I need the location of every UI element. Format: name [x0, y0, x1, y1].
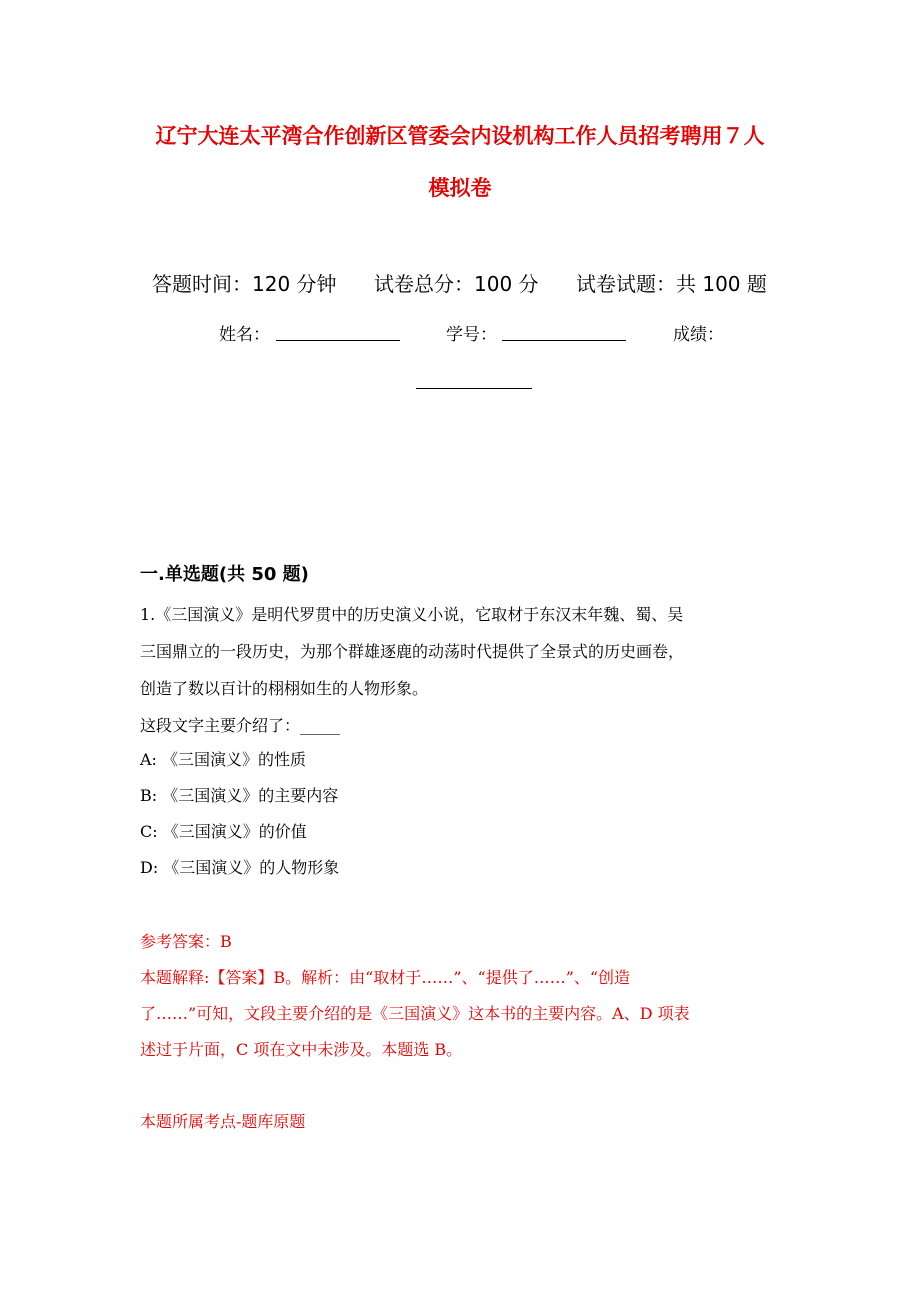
- explanation-line-2: 了……”可知，文段主要介绍的是《三国演义》这本书的主要内容。A、D 项表: [140, 1004, 690, 1023]
- student-id-blank[interactable]: [502, 340, 626, 341]
- name-label: 姓名：: [219, 325, 270, 345]
- question-prompt: 这段文字主要介绍了：_____: [140, 716, 341, 735]
- score-blank[interactable]: [416, 388, 532, 389]
- option-d: D: 《三国演义》的人物形象: [140, 858, 340, 877]
- reference-answer: 参考答案：B: [140, 932, 232, 951]
- option-c: C: 《三国演义》的价值: [140, 822, 307, 841]
- document-title-line-2: 模拟卷: [428, 175, 492, 200]
- question-stem-line-1: 1.《三国演义》是明代罗贯中的历史演义小说，它取材于东汉末年魏、蜀、吴: [140, 605, 684, 624]
- section-heading: 一.单选题(共 50 题): [140, 564, 309, 585]
- option-a: A: 《三国演义》的性质: [140, 750, 307, 769]
- question-stem-line-3: 创造了数以百计的栩栩如生的人物形象。: [140, 679, 429, 698]
- exam-total-score: 试卷总分：100 分: [374, 272, 539, 296]
- explanation-line-1: 本题解释:【答案】B。解析：由“取材于……”、“提供了……”、“创造: [140, 968, 631, 987]
- exam-question-count: 试卷试题：共 100 题: [576, 272, 767, 296]
- name-blank[interactable]: [276, 340, 400, 341]
- student-id-label: 学号：: [446, 325, 497, 345]
- explanation-line-3: 述过于片面，C 项在文中未涉及。本题选 B。: [140, 1040, 463, 1059]
- question-source: 本题所属考点-题库原题: [140, 1112, 306, 1131]
- option-b: B: 《三国演义》的主要内容: [140, 786, 339, 805]
- document-title-line-1: 辽宁大连太平湾合作创新区管委会内设机构工作人员招考聘用７人: [155, 123, 765, 148]
- exam-time: 答题时间：120 分钟: [152, 272, 337, 296]
- question-stem-line-2: 三国鼎立的一段历史，为那个群雄逐鹿的动荡时代提供了全景式的历史画卷，: [140, 642, 685, 661]
- score-label: 成绩：: [673, 325, 724, 345]
